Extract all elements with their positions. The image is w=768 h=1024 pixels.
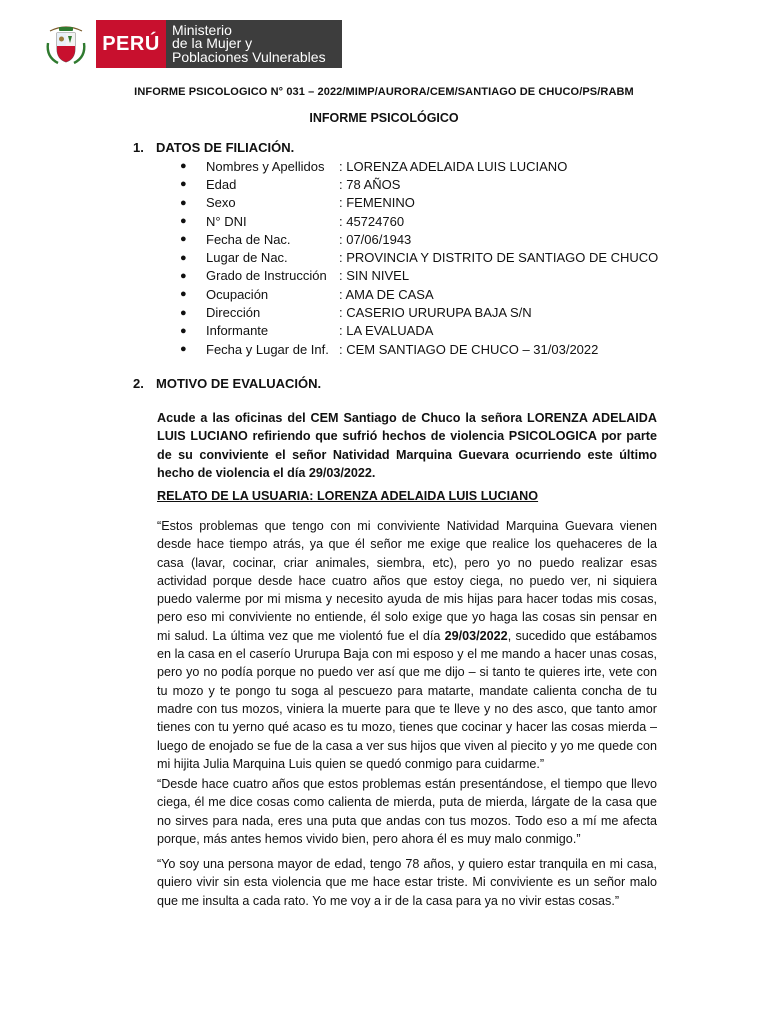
section-2-title: MOTIVO DE EVALUACIÓN. (156, 376, 322, 391)
field-value: : 45724760 (339, 213, 405, 229)
field-value: : SIN NIVEL (339, 268, 410, 284)
ministry-line-2: de la Mujer y (172, 35, 253, 52)
field-value: : CASERIO URURUPA BAJA S/N (339, 305, 532, 321)
field-value: : AMA DE CASA (339, 286, 434, 302)
field-value: : PROVINCIA Y DISTRITO DE SANTIAGO DE CHUCO (339, 250, 659, 266)
field-value: : LORENZA ADELAIDA LUIS LUCIANO (339, 158, 568, 174)
field-label: Fecha y Lugar de Inf. (206, 341, 329, 357)
relato-p1-part-b: , sucedido que estábamos en la casa en el caserío Ururupa Baja con mi esposo y el me mando a hacer unas cosas, pero yo no podía porque no puedo ver así que me dijo – si tanto te quieres irte, vete con tu mozo y te pongo tu soga al pescuezo para matarte, mandate calienta concha de tu madre con tus mozos, viniera la muerte para que te lleve y no des asco, que tanto amor tienes con tu yerno qué acaso es tu mozo, tienes que cocinar y hacer las cosas mierda – luego de enojado se fue de la casa a ver sus hijos que viven al piecito y yo me quede con mi hijita Julia Marquina Luis quien se quedó conmigo para cuidarme.” (157, 628, 657, 771)
field-row: ● Nombres y Apellidos : LORENZA ADELAIDA LUIS LUCIANO (180, 158, 568, 174)
relato-p1-part-a: “Estos problemas que tengo con mi conviviente Natividad Marquina Guevara vienen desde hace tiempo atrás, ya que él señor me exige que realice los quehaceres de la casa (lavar, cocinar, criar animales, siembra, etc), pero yo no puedo realizar esas actividad porque desde hace cuatro años que estoy ciega, no puedo ver, ni siquiera puedo valerme por mi misma y necesito ayuda de mis hijas para hacer todas mis cosas, pero eso mi conviviente no entiende, él solo exige que yo haga las cosas sin pensar en mi salud. La última vez que me violentó fue el día (157, 519, 657, 643)
field-label: Fecha de Nac. (206, 231, 291, 247)
field-label: Nombres y Apellidos (206, 158, 325, 174)
motivo-paragraph: Acude a las oficinas del CEM Santiago de Chuco la señora LORENZA ADELAIDA LUIS LUCIANO refiriendo que sufrió hechos de violencia PSICOLOGICA por parte de su conviviente el señor Natividad Marquina Guevara ocurriendo este último hecho de violencia el día 29/03/2022. (157, 411, 657, 480)
field-value: : 07/06/1943 (339, 231, 412, 247)
field-label: Edad (206, 176, 237, 192)
ministry-line-3: Poblaciones Vulnerables (172, 48, 326, 65)
country-label: PERÚ (96, 20, 166, 68)
relato-p1-date: 29/03/2022 (444, 628, 508, 643)
field-row: ● Fecha de Nac. : 07/06/1943 (180, 231, 412, 247)
ministry-banner (96, 20, 342, 68)
section-1-number: 1. (133, 140, 144, 155)
field-row: ● Sexo : FEMENINO (180, 195, 415, 211)
field-label: Dirección (206, 305, 261, 321)
field-label: N° DNI (206, 213, 247, 229)
field-row: ● Grado de Instrucción : SIN NIVEL (180, 268, 410, 284)
field-row: ● Ocupación : AMA DE CASA (180, 286, 434, 302)
report-title: INFORME PSICOLÓGICO (309, 111, 459, 125)
section-2-heading (133, 376, 321, 391)
filiation-fields (180, 157, 658, 358)
section-1-heading (133, 140, 294, 155)
field-row: ● N° DNI : 45724760 (180, 213, 405, 229)
coat-of-arms-seal (44, 21, 88, 67)
report-reference: INFORME PSICOLOGICO N° 031 – 2022/MIMP/AURORA/CEM/SANTIAGO DE CHUCO/PS/RABM (134, 86, 634, 98)
ministry-header (44, 20, 342, 68)
field-label: Ocupación (206, 286, 269, 302)
section-2-number: 2. (133, 376, 144, 391)
section-1-title: DATOS DE FILIACIÓN. (156, 140, 295, 155)
field-label: Informante (206, 323, 269, 339)
field-label: Grado de Instrucción (206, 268, 327, 284)
field-value: : 78 AÑOS (339, 176, 401, 192)
field-value: : FEMENINO (339, 195, 415, 211)
relato-heading: RELATO DE LA USUARIA: LORENZA ADELAIDA LUIS LUCIANO (157, 489, 539, 503)
ministry-name (166, 20, 342, 68)
seal-icon (44, 21, 88, 67)
field-label: Sexo (206, 195, 236, 211)
relato-paragraph-1 (157, 517, 657, 773)
field-value: : LA EVALUADA (339, 323, 434, 339)
field-row: ● Edad : 78 AÑOS (180, 176, 401, 192)
field-row: ● Fecha y Lugar de Inf. : CEM SANTIAGO DE CHUCO – 31/03/2022 (180, 341, 599, 357)
field-label: Lugar de Nac. (206, 250, 288, 266)
relato-paragraph-3: “Yo soy una persona mayor de edad, tengo 78 años, y quiero estar tranquila en mi casa, quiero vivir sin esta violencia que me hace estar triste. Mi conviviente es un señor malo que me insulta a cada rato. Yo me voy a ir de la casa para ya no vivir estas cosas.” (157, 857, 657, 908)
field-row: ● Dirección : CASERIO URURUPA BAJA S/N (180, 305, 532, 321)
field-row: ● Lugar de Nac. : PROVINCIA Y DISTRITO DE SANTIAGO DE CHUCO (180, 250, 659, 266)
field-value: : CEM SANTIAGO DE CHUCO – 31/03/2022 (339, 341, 599, 357)
field-row: ● Informante : LA EVALUADA (180, 323, 434, 339)
ministry-line-1: Ministerio (172, 21, 232, 38)
relato-paragraph-2: “Desde hace cuatro años que estos problemas están presentándose, el tiempo que llevo ciega, él me dice cosas como calienta de mierda, puta de mierda, lárgate de la casa que no sirves para nada, eres una puta que andas con tus mozos. Todo eso a mí me afecta porque, más antes hemos vivido bien, pero ahora él es muy malo conmigo.” (157, 777, 657, 846)
